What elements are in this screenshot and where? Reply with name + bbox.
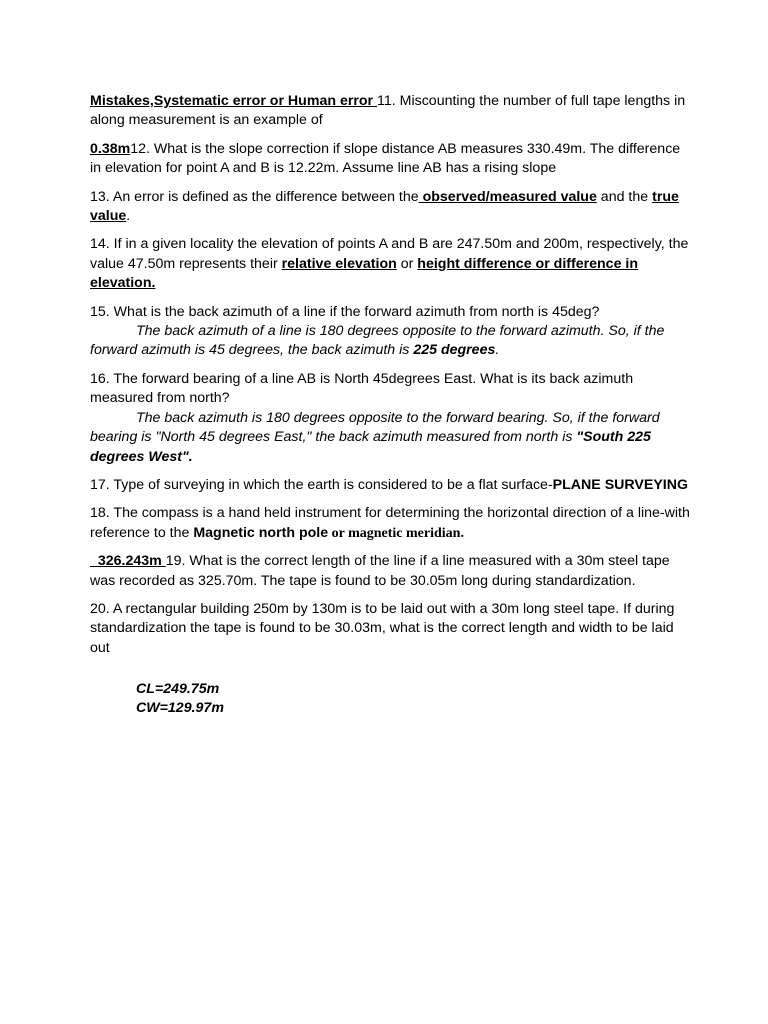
question-13 xyxy=(90,188,690,227)
question-18 xyxy=(90,504,690,543)
question-11 xyxy=(90,92,690,131)
answer-13-b: true value xyxy=(90,188,679,225)
question-20 xyxy=(90,600,690,718)
question-15 xyxy=(90,303,690,361)
question-14 xyxy=(90,235,690,293)
question-14-text-a: 14. If in a given locality the elevation of points A and B are 247.50m and 200m, respectively, the value 47.50m represents their xyxy=(90,236,689,272)
question-14-text-b: or xyxy=(396,255,418,272)
answer-20-cw: CW=129.97m xyxy=(136,700,224,717)
question-19-text: 19. What is the correct length of the line if a line measured with a 30m steel tape was recorded as 325.70m. The tape is found to be 30.05m long during standardization. xyxy=(90,553,674,589)
explanation-15 xyxy=(90,322,690,361)
question-13-text-b: and the xyxy=(596,188,653,205)
answer-20-cl: CL=249.75m xyxy=(136,681,220,698)
question-20-text: 20. A rectangular building 250m by 130m is to be laid out with a 30m long steel tape. If during standardization the tape is found to be 30.03m, what is the correct length and width to be laid out xyxy=(90,600,675,656)
answer-14-b: height difference or difference in elevation. xyxy=(90,255,639,292)
answer-17: PLANE SURVEYING xyxy=(552,476,689,493)
explanation-16 xyxy=(90,409,690,467)
answer-13-a: observed/measured value xyxy=(418,188,597,205)
question-17 xyxy=(90,476,690,495)
explanation-15-text: The back azimuth of a line is 180 degrees opposite to the forward azimuth. So, if the forward azimuth is 45 degrees, the back azimuth is xyxy=(90,323,665,359)
question-18-text: 18. The compass is a hand held instrument for determining the horizontal direction of a line-with reference to the xyxy=(90,505,690,541)
question-12-text: 12. What is the slope correction if slope distance AB measures 330.49m. The difference in elevation for point A and B is 12.22m. Assume line AB has a rising slope xyxy=(90,140,681,177)
answer-11: Mistakes,Systematic error or Human error xyxy=(90,93,378,109)
answer-14-a: relative elevation xyxy=(281,255,397,272)
question-19 xyxy=(90,552,690,591)
explanation-15-end: . xyxy=(495,342,500,359)
question-13-text-a: 13. An error is defined as the difference between the xyxy=(90,188,419,205)
question-16-text: 16. The forward bearing of a line AB is North 45degrees East. What is its back azimuth measured from north? xyxy=(90,370,634,407)
question-15-text: 15. What is the back azimuth of a line if the forward azimuth from north is 45deg? xyxy=(90,303,600,320)
answer-19: 326.243m xyxy=(90,553,166,570)
question-11-text: 11. Miscounting the number of full tape lengths in along measurement is an example of xyxy=(90,93,686,129)
document-body xyxy=(90,92,690,727)
question-13-text-c: . xyxy=(126,208,131,225)
question-12 xyxy=(90,140,690,179)
question-16 xyxy=(90,370,690,467)
answer-16: "South 225 degrees West". xyxy=(90,429,651,465)
answer-20 xyxy=(90,680,690,718)
answer-18-a: Magnetic north pole xyxy=(193,524,329,541)
answer-12: 0.38m xyxy=(90,140,131,157)
explanation-16-text: The back azimuth is 180 degrees opposite to the forward bearing. So, if the forward bearing is "North 45 degrees East," the back azimuth measured from north is xyxy=(90,409,660,446)
answer-18-b: or magnetic meridian. xyxy=(328,525,464,541)
question-17-text: 17. Type of surveying in which the earth is considered to be a flat surface- xyxy=(90,476,553,493)
answer-15: 225 degrees xyxy=(413,342,496,359)
